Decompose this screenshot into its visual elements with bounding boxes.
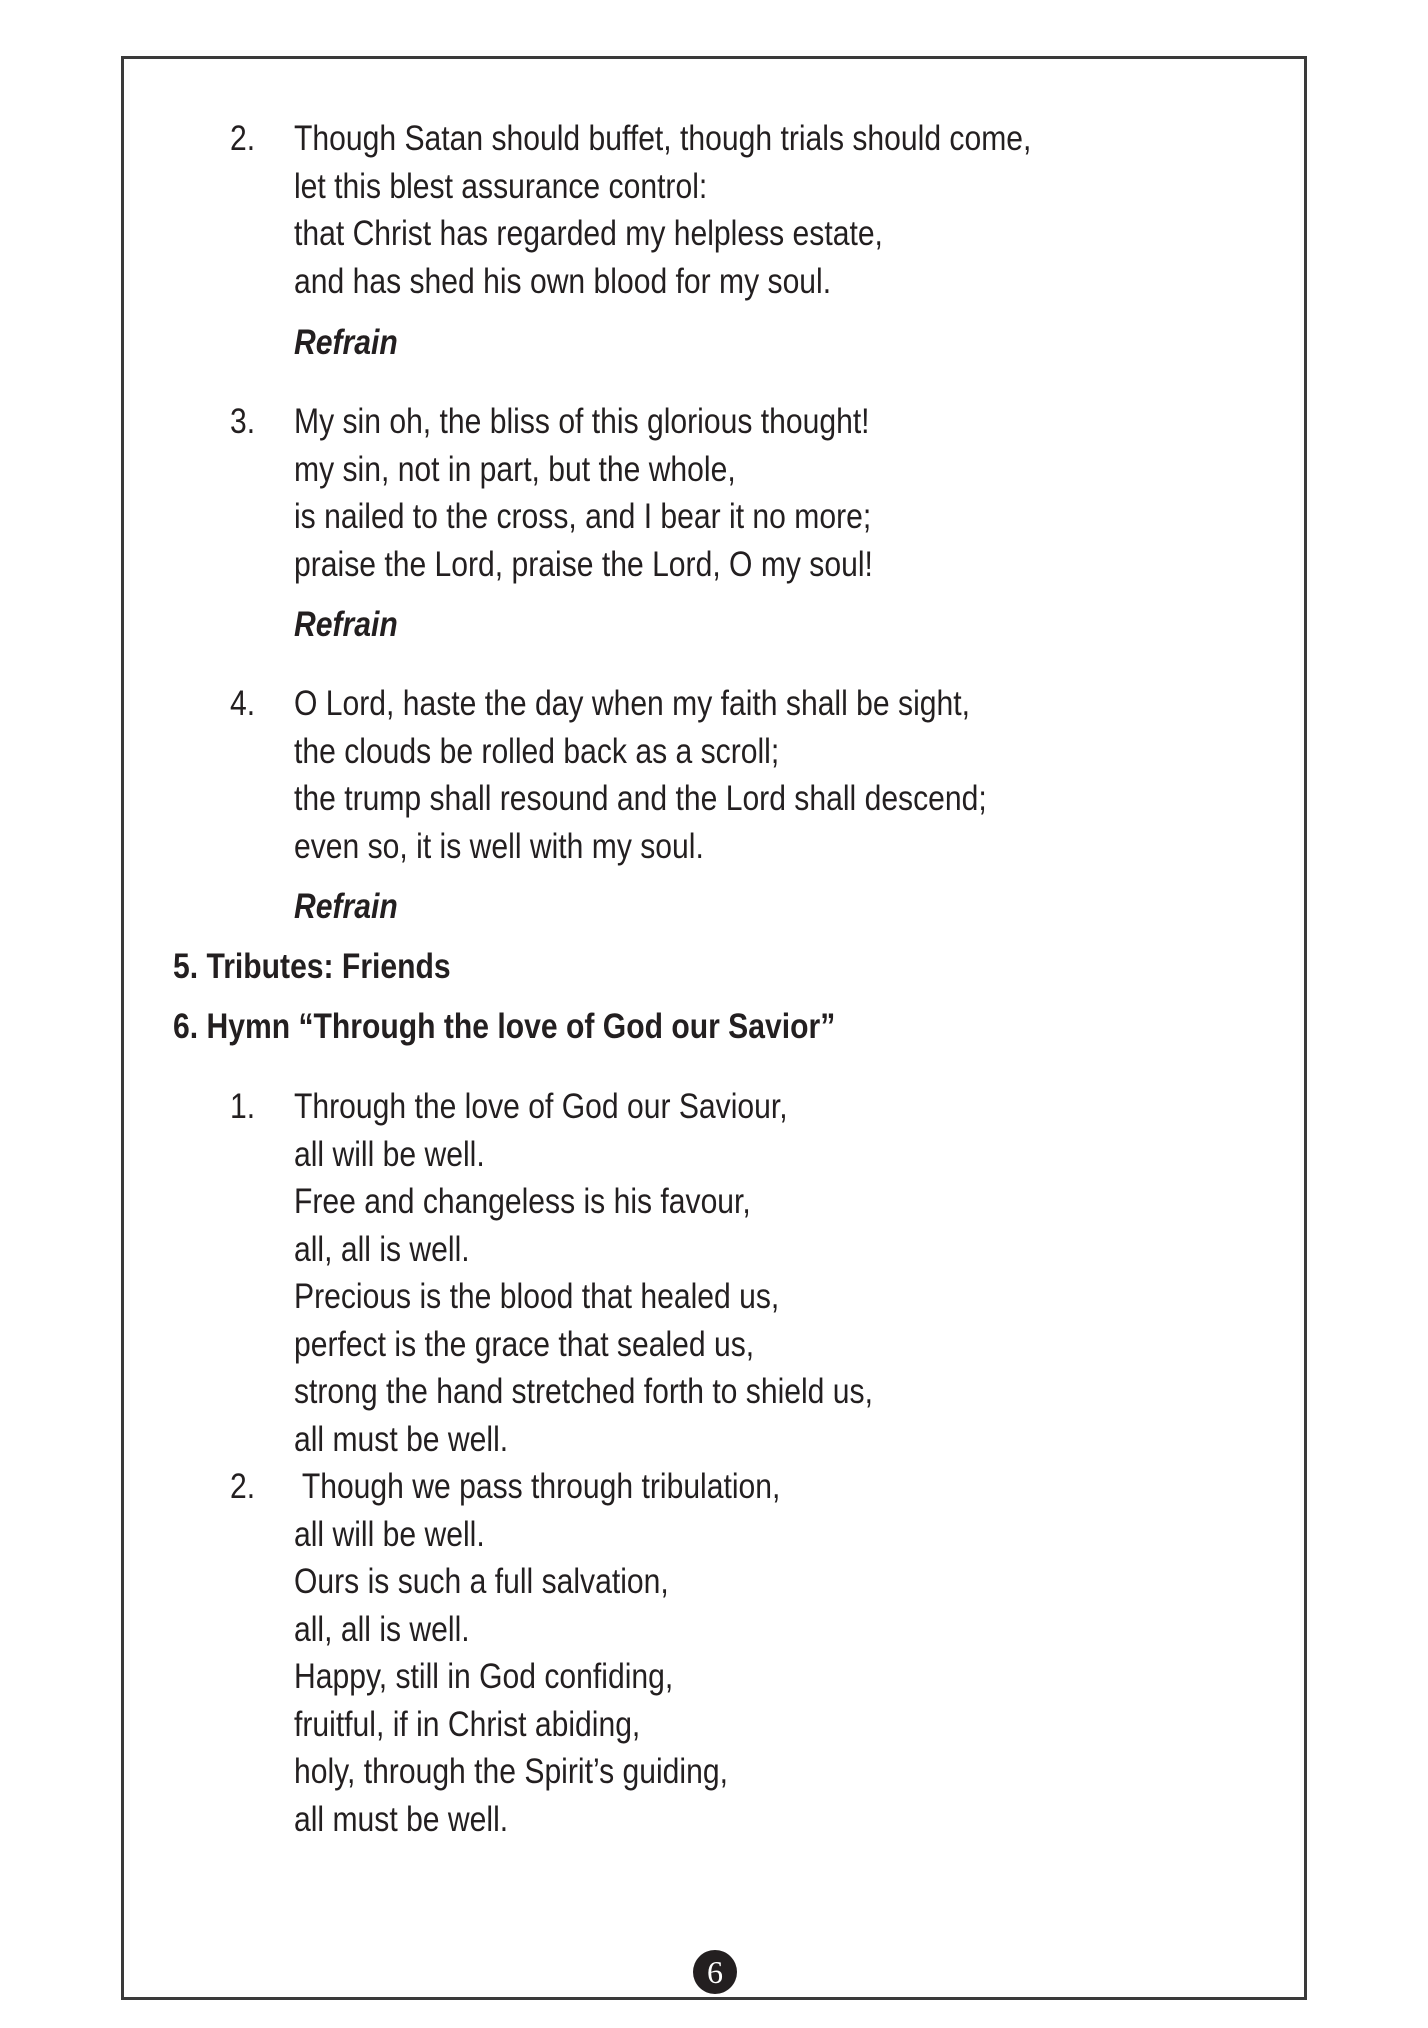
stanza-line: all, all is well.	[294, 1229, 470, 1269]
stanza-line: My sin oh, the bliss of this glorious thought!	[294, 402, 870, 441]
stanza-line: Though Satan should buffet, though trials should come,	[294, 119, 1032, 158]
stanza-line: all must be well.	[294, 1799, 509, 1839]
stanza-line: and has shed his own blood for my soul.	[294, 261, 832, 301]
stanza-line: Through the love of God our Saviour,	[294, 1087, 788, 1126]
page-number-badge: 6	[693, 1950, 737, 1994]
stanza-lines	[294, 398, 967, 588]
stanza-line: O Lord, haste the day when my faith shall be sight,	[294, 684, 970, 723]
stanza-line: Precious is the blood that healed us,	[294, 1277, 780, 1316]
stanza-line: Free and changeless is his favour,	[294, 1182, 751, 1221]
stanza-line: fruitful, if in Christ abiding,	[294, 1704, 641, 1744]
stanza-lines	[294, 1463, 860, 1843]
stanza-line: praise the Lord, praise the Lord, O my soul!	[294, 544, 873, 584]
stanza-line: Though we pass through tribulation,	[294, 1467, 781, 1506]
refrain-label: Refrain	[294, 323, 398, 362]
stanza-number: 2.	[230, 119, 256, 158]
stanza-line: Ours is such a full salvation,	[294, 1562, 669, 1601]
stanza-number: 3.	[230, 402, 256, 441]
stanza-line: all will be well.	[294, 1134, 485, 1174]
stanza-line: all must be well.	[294, 1419, 509, 1459]
stanza-line: all will be well.	[294, 1514, 485, 1554]
program-item-hymn: 6. Hymn “Through the love of God our Savior”	[173, 1007, 836, 1046]
stanza-number: 2.	[230, 1467, 256, 1506]
stanza-line: holy, through the Spirit’s guiding,	[294, 1752, 728, 1791]
stanza-number: 1.	[230, 1087, 256, 1126]
stanza-line: let this blest assurance control:	[294, 166, 708, 206]
stanza-line: even so, it is well with my soul.	[294, 826, 704, 866]
stanza-line: perfect is the grace that sealed us,	[294, 1324, 755, 1364]
stanza-lines	[294, 115, 1151, 305]
stanza-line: all, all is well.	[294, 1609, 470, 1649]
refrain-label: Refrain	[294, 887, 398, 926]
stanza-lines	[294, 1083, 967, 1463]
stanza-line: Happy, still in God confiding,	[294, 1657, 674, 1696]
stanza-line: strong the hand stretched forth to shield us,	[294, 1372, 873, 1411]
stanza-line: the clouds be rolled back as a scroll;	[294, 731, 780, 771]
stanza-line: my sin, not in part, but the whole,	[294, 449, 736, 489]
stanza-line: the trump shall resound and the Lord shall descend;	[294, 779, 987, 818]
program-item-tributes: 5. Tributes: Friends	[173, 947, 451, 986]
stanza-lines	[294, 680, 1100, 870]
stanza-number: 4.	[230, 684, 256, 723]
stanza-line: that Christ has regarded my helpless estate,	[294, 214, 883, 253]
stanza-line: is nailed to the cross, and I bear it no more;	[294, 497, 872, 536]
refrain-label: Refrain	[294, 605, 398, 644]
